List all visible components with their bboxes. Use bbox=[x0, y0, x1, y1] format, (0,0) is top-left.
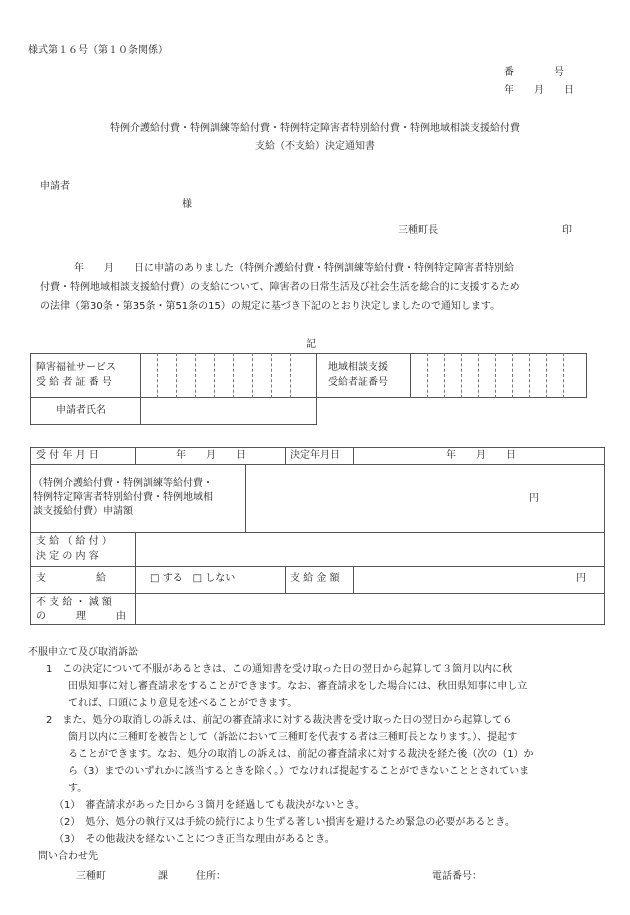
decision-content-label-2: 決 定 の 内 容 bbox=[36, 551, 99, 562]
received-date-value: 年 月 日 bbox=[176, 450, 246, 461]
document-number-label: 番 号 bbox=[504, 67, 564, 78]
appeal-item2-line1: 2 また、処分の取消しの訴えは、前記の審査請求に対する裁決書を受け取った日の翌日から起算して６ bbox=[46, 715, 513, 726]
body-line-3: の法律（第30条・第35条・第51条の15）の規定に基づき下記のとおり決定しましたので通知します。 bbox=[40, 301, 501, 312]
appeal-item2-line5: す。 bbox=[68, 783, 88, 794]
contact-section: 課 bbox=[158, 871, 168, 882]
consult-number-label-1: 地域相談支援 bbox=[328, 362, 388, 373]
contact-town: 三種町 bbox=[76, 871, 106, 882]
decision-content-label-1: 支 給 （ 給 付 ） bbox=[36, 536, 112, 547]
ki-label: 記 bbox=[306, 339, 316, 350]
payment-amount-yen: 円 bbox=[576, 573, 586, 584]
consult-number-label-2: 受給者証番号 bbox=[328, 377, 388, 388]
request-amount-label-1: （特例介護給付費・特例訓練等給付費・ bbox=[33, 478, 213, 489]
appeal-item1-line2: 田県知事に対し審査請求をすることができます。なお、審査請求をした場合には、秋田県知事に申し立 bbox=[68, 681, 528, 692]
cert-number-label-1: 障害福祉サービス bbox=[36, 362, 116, 373]
decision-date-label: 決定年月日 bbox=[290, 450, 340, 461]
payment-label: 支 給 bbox=[36, 573, 106, 584]
body-line-2: 付費・特例地域相談支援給付費）の支給について、障害者の日常生活及び社会生活を総合的に支援するため bbox=[40, 282, 520, 293]
payment-checkboxes[interactable]: □ する □ しない bbox=[150, 573, 236, 584]
title-line-2: 支給（不支給）決定通知書 bbox=[255, 141, 375, 152]
request-amount-label-2: 特例特定障害者特別給付費・特例地域相 bbox=[33, 492, 213, 503]
payment-amount-label: 支 給 金 額 bbox=[290, 573, 340, 584]
appeal-sub-2: （2） 処分、処分の執行又は手続の続行により生ずる著しい損害を避けるため緊急の必要があるとき。 bbox=[54, 817, 515, 828]
appeal-item1-line1: 1 この決定について不服があるときは、この通知書を受け取った日の翌日から起算して３箇月以内に秋 bbox=[46, 664, 513, 675]
request-amount-yen: 円 bbox=[529, 493, 539, 504]
title-line-1: 特例介護給付費・特例訓練等給付費・特例特定障害者特別給付費・特例地域相談支援給付費 bbox=[110, 123, 520, 134]
seal-mark: 印 bbox=[562, 225, 572, 236]
issue-date-label: 年 月 日 bbox=[504, 85, 574, 96]
body-line-1: 年 月 日に申請のありました（特例介護給付費・特例訓練等給付費・特例特定障害者特別給 bbox=[74, 263, 514, 274]
appeal-item2-line4: ら（3）までのいずれかに該当するときを除く。）でなければ提起することができないこととされていま bbox=[68, 766, 530, 777]
decision-date-value: 年 月 日 bbox=[446, 450, 516, 461]
appeal-heading: 不服申立て及び取消訴訟 bbox=[28, 647, 138, 658]
appeal-sub-3: （3） その他裁決を経ないことにつき正当な理由があるとき。 bbox=[54, 834, 335, 845]
contact-phone-label: 電話番号： bbox=[432, 871, 482, 882]
appeal-sub-1: （1） 審査請求があった日から３箇月を経過しても裁決がないとき。 bbox=[54, 800, 365, 811]
issuer: 三種町長 bbox=[398, 225, 438, 236]
appeal-item2-line2: 箇月以内に三種町を被告として（訴訟において三種町を代表する者は三種町長となります。）、提起す bbox=[68, 732, 518, 743]
contact-address-label: 住所： bbox=[196, 871, 226, 882]
form-number: 様式第１６号（第１０条関係） bbox=[28, 45, 168, 56]
received-date-label: 受 付 年 月 日 bbox=[36, 450, 99, 461]
request-amount-label-3: 談支援給付費）申請額 bbox=[33, 506, 133, 517]
cert-number-label-2: 受 給 者 証 番 号 bbox=[36, 377, 112, 388]
contact-heading: 問い合わせ先 bbox=[38, 851, 98, 862]
nonpayment-reason-label-1: 不 支 給 ・ 減 額 bbox=[36, 597, 112, 608]
applicant-name-label: 申請者氏名 bbox=[56, 405, 106, 416]
nonpayment-reason-label-2: の 理 由 bbox=[36, 611, 126, 622]
appeal-item1-line3: てれば、口頭により意見を述べることができます。 bbox=[68, 698, 298, 709]
appeal-item2-line3: ることができます。なお、処分の取消しの訴えは、前記の審査請求に対する裁決を経た後（次の（1）か bbox=[68, 749, 534, 760]
applicant-label: 申請者 bbox=[40, 181, 70, 192]
honorific: 様 bbox=[182, 199, 192, 210]
